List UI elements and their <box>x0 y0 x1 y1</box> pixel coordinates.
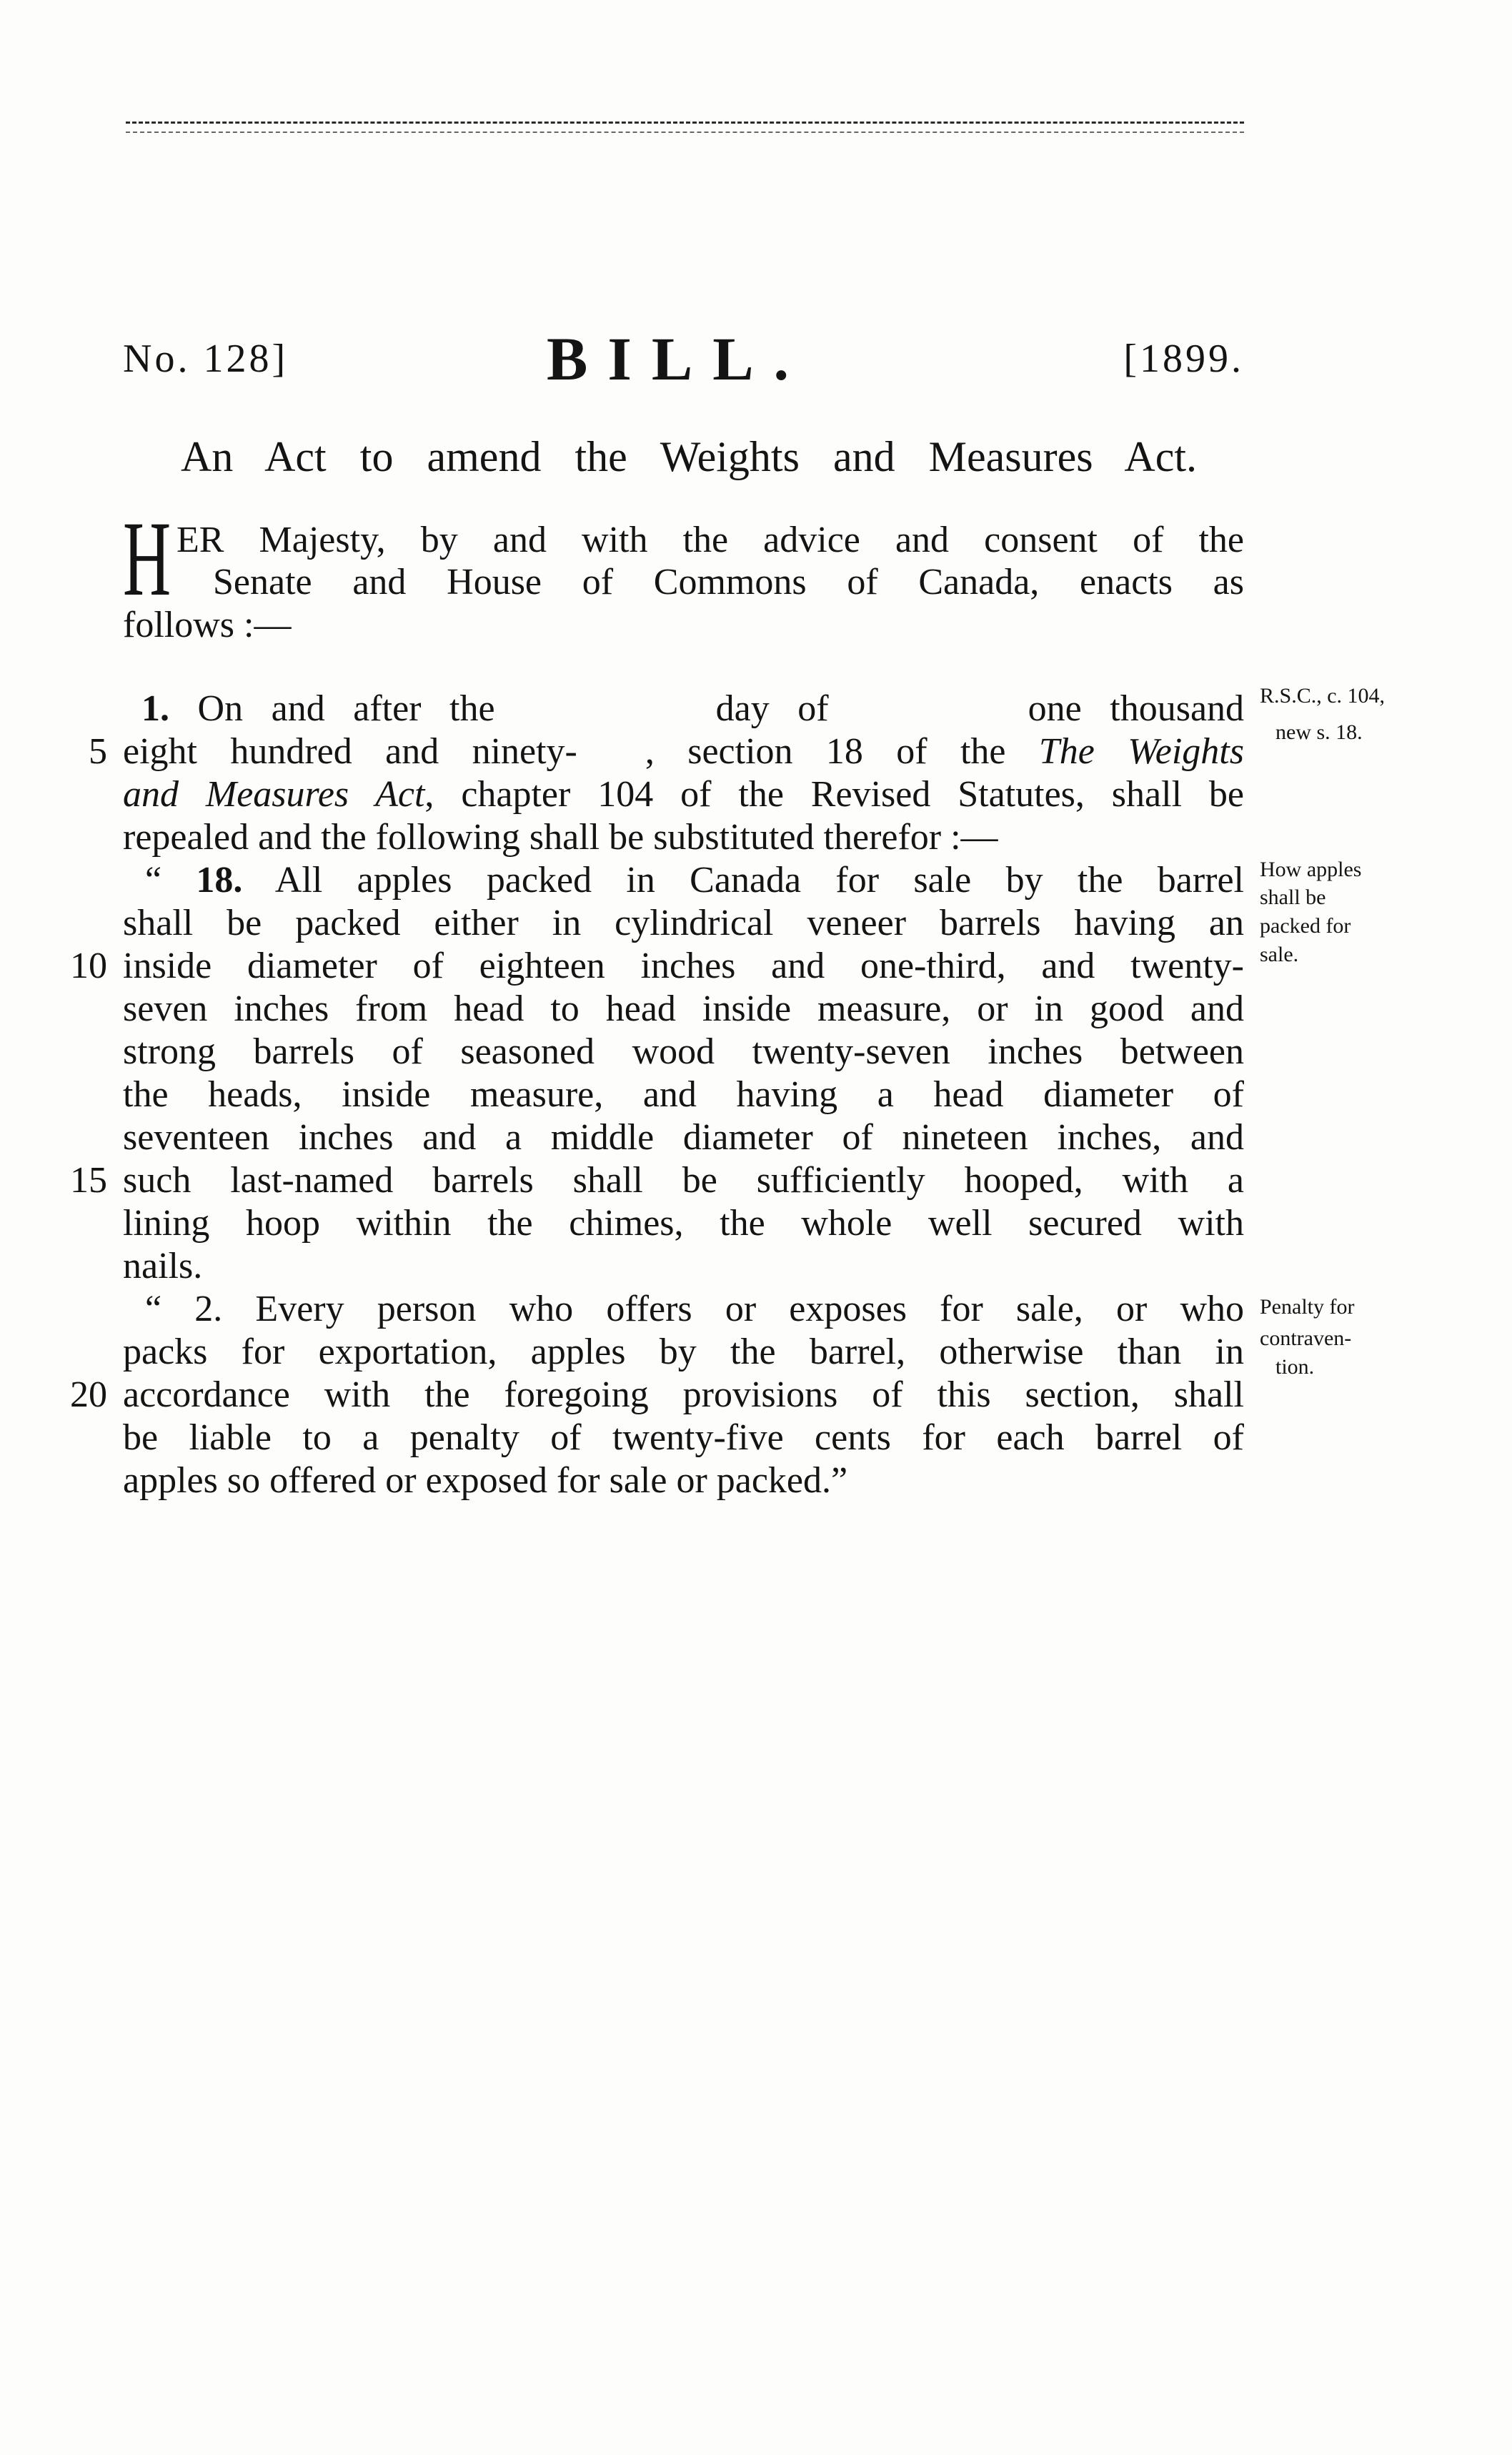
body-line: lining hoop within the chimes, the whole well secured with <box>123 1203 1244 1244</box>
top-rule-secondary <box>126 132 1244 133</box>
body-text: one thousand <box>1028 688 1244 729</box>
section-number: 1. <box>141 688 169 729</box>
margin-note-line: shall be <box>1260 886 1326 909</box>
margin-note-line: Penalty for <box>1260 1295 1355 1319</box>
margin-note-line: contraven- <box>1260 1326 1352 1350</box>
preamble-line: follows :— <box>123 605 292 645</box>
body-text: eight hundred and ninety- <box>123 731 577 772</box>
body-text: , section 18 of the <box>645 731 1039 772</box>
body-text: All apples packed in Canada for sale by the barrel <box>242 860 1244 901</box>
body-line: “ 2. Every person who offers or exposes for sale, or who <box>145 1289 1244 1329</box>
body-line: accordance with the foregoing provisions of this section, shall <box>123 1374 1244 1415</box>
preamble-line: Senate and House of Commons of Canada, enacts as <box>213 562 1244 602</box>
margin-note-line: tion. <box>1275 1355 1315 1379</box>
bill-number: No. 128] <box>123 337 289 381</box>
act-name-italic: The Weights <box>1038 731 1244 772</box>
body-line: seventeen inches and a middle diameter of nineteen inches, and <box>123 1117 1244 1158</box>
body-text: “ <box>145 860 197 901</box>
body-line: be liable to a penalty of twenty-five cents for each barrel of <box>123 1417 1244 1458</box>
body-line <box>123 730 1244 773</box>
body-line: packs for exportation, apples by the barrel, otherwise than in <box>123 1331 1244 1372</box>
act-name-italic: and Measures Act <box>123 774 425 815</box>
body-text: day of <box>715 688 829 729</box>
margin-note-line: new s. 18. <box>1275 720 1363 744</box>
line-number: 15 <box>70 1160 107 1201</box>
line-number: 10 <box>70 946 107 986</box>
body-line: shall be packed either in cylindrical veneer barrels having an <box>123 903 1244 943</box>
section-number: 18. <box>196 860 243 901</box>
line-number: 20 <box>70 1374 107 1415</box>
margin-note-line: R.S.C., c. 104, <box>1260 684 1386 708</box>
body-line: apples so offered or exposed for sale or packed.” <box>123 1460 848 1501</box>
body-text: On and after the <box>169 688 495 729</box>
blank-space <box>857 713 1000 720</box>
bill-label: BILL. <box>547 324 810 393</box>
body-line: nails. <box>123 1246 203 1286</box>
margin-note-line: How apples <box>1260 858 1362 881</box>
act-title: An Act to amend the Weights and Measures Act. <box>181 433 1197 480</box>
margin-note-line: sale. <box>1260 943 1299 966</box>
body-line: the heads, inside measure, and having a head diameter of <box>123 1074 1244 1115</box>
body-text: , chapter 104 of the Revised Statutes, shall be <box>424 774 1244 815</box>
top-rule <box>126 121 1244 124</box>
body-line <box>145 859 1244 902</box>
body-line: such last-named barrels shall be sufficiently hooped, with a <box>123 1160 1244 1201</box>
body-line: seven inches from head to head inside measure, or in good and <box>123 988 1244 1029</box>
body-line: strong barrels of seasoned wood twenty-seven inches between <box>123 1031 1244 1072</box>
blank-space <box>577 756 645 763</box>
body-line: repealed and the following shall be substituted therefor :— <box>123 817 998 858</box>
body-line <box>123 773 1244 816</box>
preamble-drop-cap: H <box>123 500 171 618</box>
margin-note-line: packed for <box>1260 914 1351 938</box>
line-number: 5 <box>89 731 107 772</box>
blank-space <box>523 713 687 720</box>
body-line <box>141 688 1244 730</box>
preamble-line: ER Majesty, by and with the advice and consent of the <box>176 520 1244 560</box>
bill-year: [1899. <box>1123 337 1244 381</box>
body-line: inside diameter of eighteen inches and one-third, and twenty- <box>123 946 1244 986</box>
